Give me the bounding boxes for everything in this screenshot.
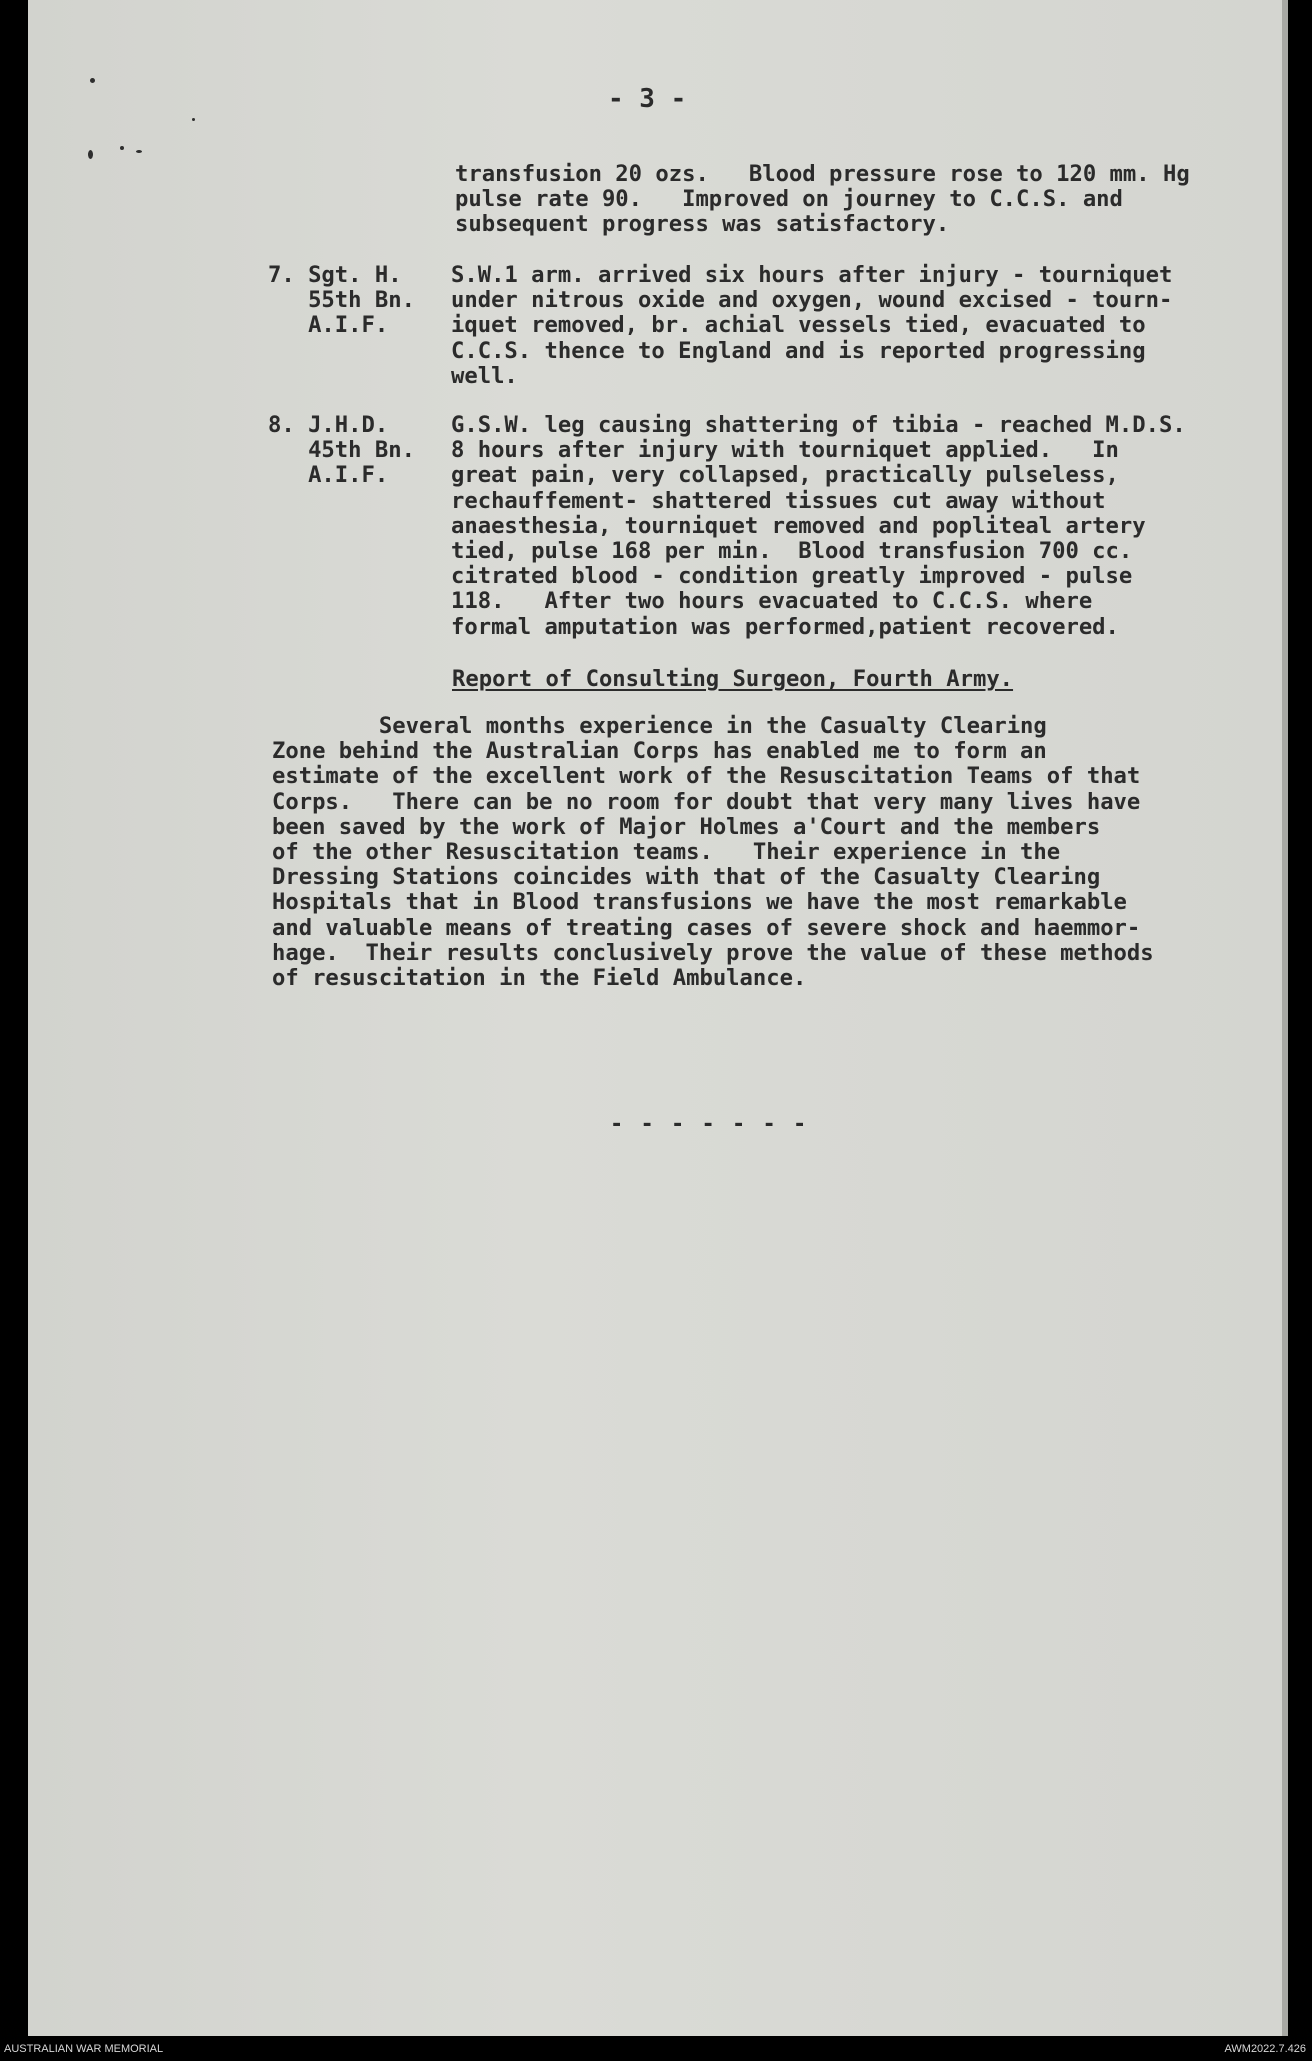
case-8-body: G.S.W. leg causing shattering of tibia - reached M.D.S. 8 hours after injury with tourniquet applied. In great pain, very collapsed, practically pulseless, rechauffement- shattered tissues cut away without anaesthesia, tourniquet removed and popliteal artery tied, pulse 168 per min. Blood transfusion 700 cc. citrated blood - condition greatly improved - pulse 118. After two hours evacuated to C.C.S. where formal amputation was performed,patient recovered. xyxy=(451,412,1186,640)
case-7-body: S.W.1 arm. arrived six hours after injury - tourniquet under nitrous oxide and oxygen, wound excised - tourn- iquet removed, br. achial vessels tied, evacuated to C.C.S. thence to England and is reported progressing well. xyxy=(451,262,1173,389)
ink-smudge xyxy=(88,150,93,159)
report-title: Report of Consulting Surgeon, Fourth Army. xyxy=(452,666,1014,692)
ink-smudge xyxy=(192,118,195,121)
ink-smudge xyxy=(120,146,124,150)
report-body: Several months experience in the Casualty Clearing Zone behind the Australian Corps has enabled me to form an estimate of the excellent work of the Resuscitation Teams of that Corps. There can be no room for doubt that very many lives have been saved by the work of Major Holmes a'Court and the members of the other Resuscitation teams. Their experience in the Dressing Stations coincides with that of the Casualty Clearing Hospitals that in Blood transfusions we have the most remarkable and valuable means of treating cases of severe shock and haemmor- hage. Their results conclusively prove the value of these methods of resuscitation in the Field Ambulance. xyxy=(272,713,1154,992)
ink-smudge xyxy=(90,78,95,83)
case-7-label: 7. Sgt. H. 55th Bn. A.I.F. xyxy=(268,262,415,339)
footer-archive-name: AUSTRALIAN WAR MEMORIAL xyxy=(4,2043,164,2055)
page-number: - 3 - xyxy=(608,84,687,114)
case-6-continuation: transfusion 20 ozs. Blood pressure rose to 120 mm. Hg pulse rate 90. Improved on journey to C.C.S. and subsequent progress was satisfactory. xyxy=(455,161,1190,238)
end-marker: - - - - - - - xyxy=(610,1112,809,1137)
footer-catalogue-number: AWM2022.7.426 xyxy=(1224,2043,1306,2055)
case-8-label: 8. J.H.D. 45th Bn. A.I.F. xyxy=(268,412,415,489)
ink-smudge xyxy=(136,150,142,153)
page-edge-shadow xyxy=(1282,0,1288,2036)
